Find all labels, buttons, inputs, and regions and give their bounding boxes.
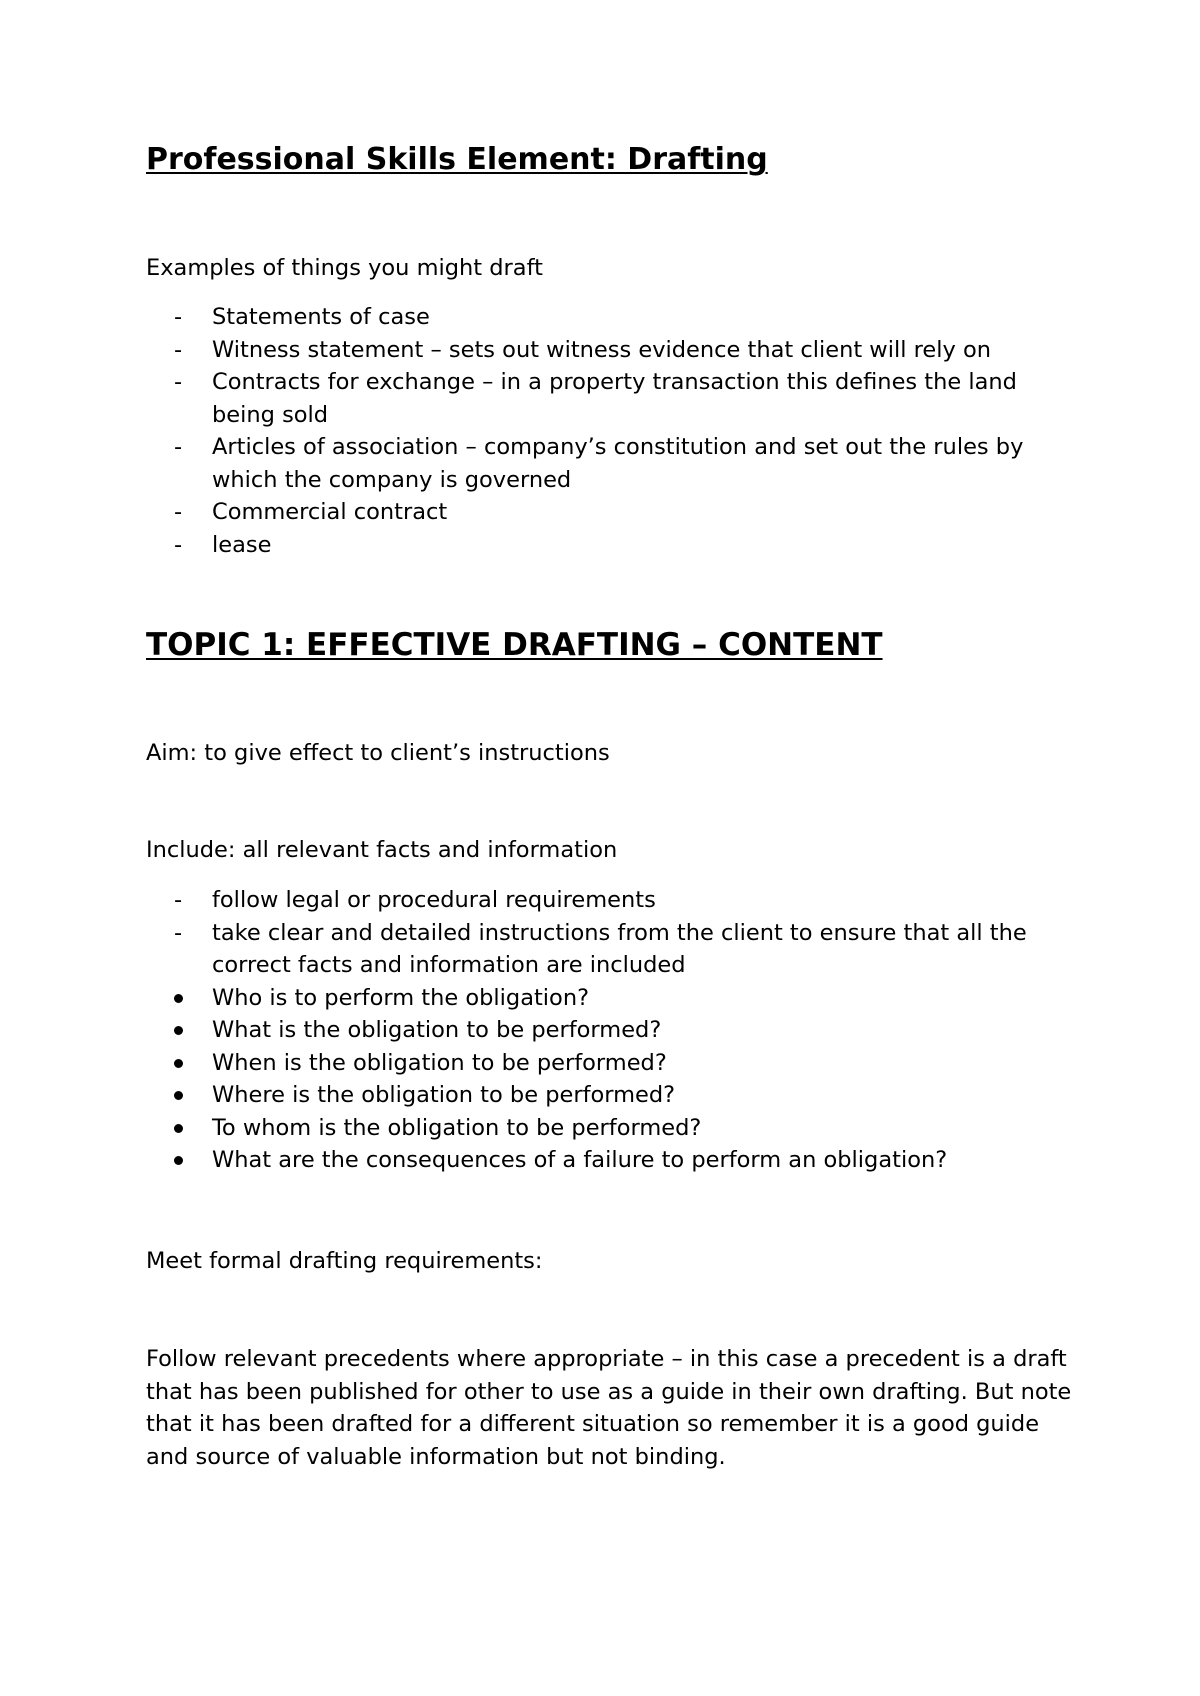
dash-bullet: - [174,336,183,363]
list-item: - Statements of case [146,301,1076,334]
document-page [146,0,1076,1696]
list-item: - Witness statement – sets out witness evidence that client will rely on [146,334,1076,367]
list-item: What are the consequences of a failure to perform an obligation? [212,1147,948,1173]
list-item: - Commercial contract [146,496,1076,529]
dash-bullet: - [174,304,183,330]
dash-bullet: - [174,887,183,913]
include-list [146,884,1076,1177]
dash-bullet: - [174,499,183,525]
dash-bullet: - [174,434,183,460]
list-item: - take clear and detailed instructions from the client to ensure that all the correct facts and information are included [146,917,1076,982]
formal-requirements-text: Meet formal drafting requirements: [146,1248,543,1274]
list-item: - follow legal or procedural requirements [146,884,1076,917]
examples-intro: Examples of things you might draft [146,255,543,281]
list-item: What is the obligation to be performed? [212,1017,662,1043]
list-item: To whom is the obligation to be performed? [212,1114,702,1141]
dash-bullet: - [174,369,183,395]
document-title: Professional Skills Element: Drafting [146,142,768,177]
examples-list [146,301,1076,561]
list-item: - Contracts for exchange – in a property transaction this defines the land being sold [146,366,1076,431]
aim-text: Aim: to give effect to client’s instructions [146,740,610,766]
dash-bullet: - [174,919,183,946]
dash-bullet: - [174,531,183,558]
list-item: - Articles of association – company’s constitution and set out the rules by which the company is governed [146,431,1076,496]
precedents-paragraph: Follow relevant precedents where appropriate – in this case a precedent is a draft that has been published for other to use as a guide in their own drafting. But note that it has been drafted for a different situation so remember it is a good guide and source of valuable information but not binding. [146,1346,1072,1470]
topic-heading: TOPIC 1: EFFECTIVE DRAFTING – CONTENT [146,627,883,663]
list-item: Who is to perform the obligation? [212,984,590,1011]
list-item: When is the obligation to be performed? [212,1049,667,1076]
list-item: Where is the obligation to be performed? [212,1082,676,1108]
list-item: - lease [146,529,1076,562]
include-text: Include: all relevant facts and information [146,837,618,863]
